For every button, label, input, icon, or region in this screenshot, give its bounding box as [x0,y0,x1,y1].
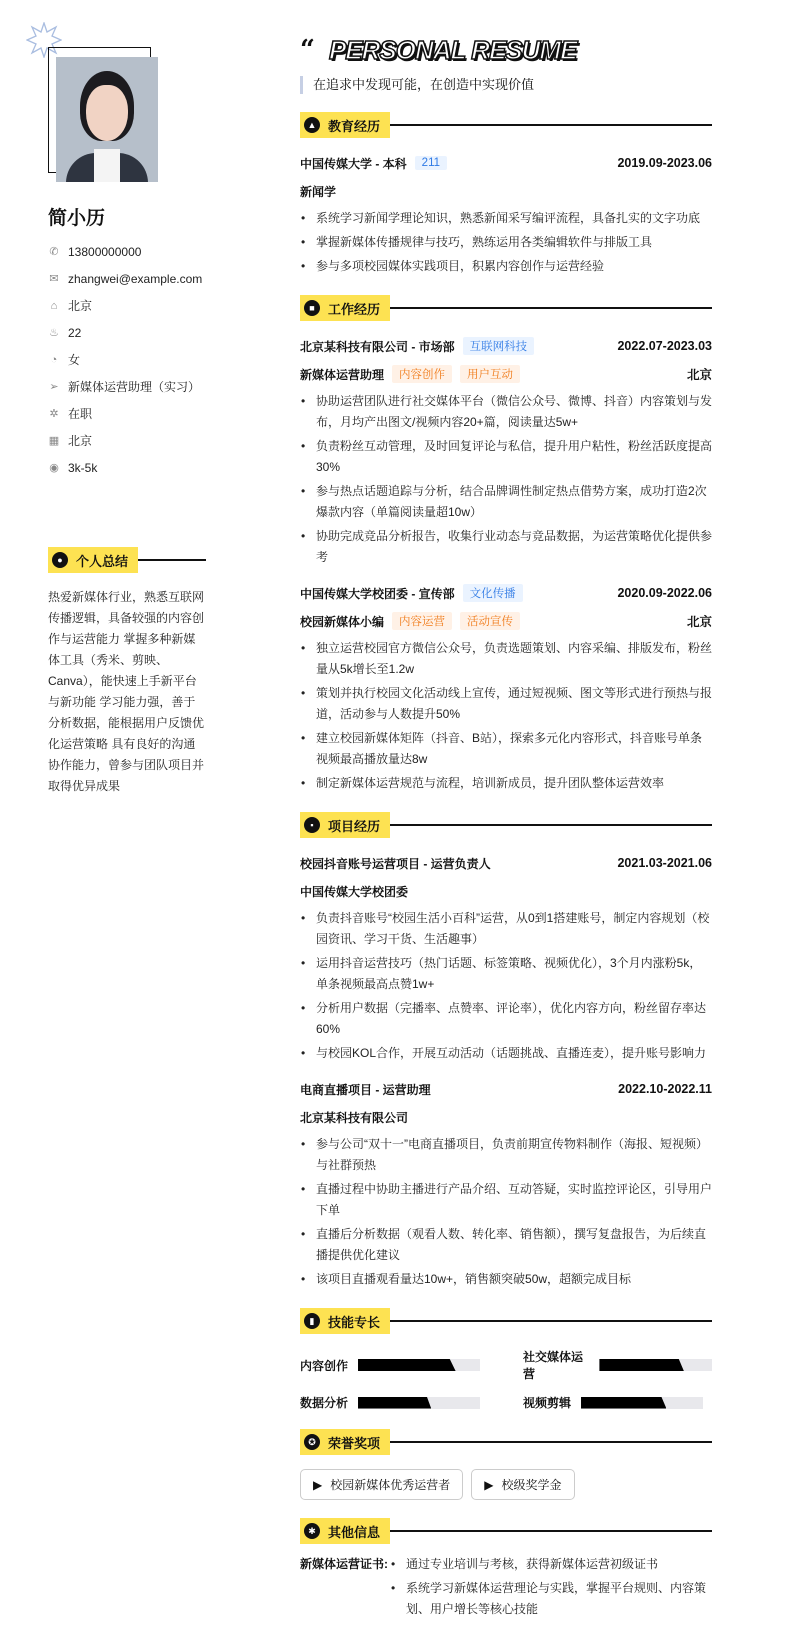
skill-item [300,1348,489,1382]
bullet: • 直播过程中协助主播进行产品介绍、互动答疑，实时监控评论区，引导用户下单 [300,1179,712,1221]
money-icon: ◉ [49,462,59,474]
play-icon: ▶ [484,1477,494,1492]
project-org: 中国传媒大学校团委 [300,884,409,899]
award-label: 校园新媒体优秀运营者 [330,1478,451,1492]
tag: 用户互动 [460,365,520,383]
bullet: • 策划并执行校园文化活动线上宣传，通过短视频、图文等形式进行预热与报道，活动参与人数提升50% [300,683,712,725]
project-name: 电商直播项目 - 运营助理 [300,1082,431,1097]
user-icon: ● [52,552,68,568]
bullet: • 分析用户数据（完播率、点赞率、评论率），优化内容方向，粉丝留存率达60% [300,998,712,1040]
briefcase-icon: ■ [304,300,320,316]
date: 2021.03-2021.06 [617,856,712,870]
contact-info [48,238,228,481]
building-icon: ▦ [48,435,60,447]
resume-title: PERSONAL RESUME [328,34,577,65]
other-label: 新媒体运营证书: [300,1557,388,1571]
honors-section [300,1429,712,1500]
date: 2020.09-2022.06 [617,586,712,600]
section-title: 教育经历 [328,118,381,134]
section-title: 项目经历 [328,818,381,834]
skill-bar [581,1397,703,1409]
section-title: 个人总结 [76,553,129,569]
bullet: • 运用抖音运营技巧（热门话题、标签策略、视频优化），3个月内涨粉5k，单条视频最高点赞1w+ [300,953,712,995]
home-icon: ⌂ [50,299,58,312]
date: 2022.10-2022.11 [618,1082,712,1096]
bullet: • 负责抖音账号“校园生活小百科”运营，从0到1搭建账号，制定内容规划（校园资讯、学习干货、生活趣事） [300,908,712,950]
skill-bar-fill [358,1397,431,1409]
city: 北京 [68,299,93,313]
medal-icon: ✪ [304,1434,320,1450]
section-title: 其他信息 [328,1524,381,1540]
skill-item [523,1348,712,1382]
skill-bar-fill [358,1359,456,1371]
target-city: 北京 [68,434,93,448]
bullet: • 通过专业培训与考核，获得新媒体运营初级证书 [390,1554,712,1575]
bullet: • 系统学习新媒体运营理论与实践，掌握平台规则、内容策划、用户增长等核心技能 [390,1578,712,1620]
quote-mark: “ [300,35,315,65]
city: 北京 [686,615,712,629]
status: 在职 [68,407,93,421]
skill-name: 数据分析 [300,1396,349,1410]
skill-bar [599,1359,712,1371]
bullet: • 独立运营校园官方微信公众号，负责选题策划、内容采编、排版发布，粉丝量从5k增长至1.2w [300,638,712,680]
skill-bar-fill [581,1397,666,1409]
tag: 活动宣传 [460,612,520,630]
grid-icon: ▪ [304,817,320,833]
city: 北京 [686,368,712,382]
skill-name: 社交媒体运营 [523,1350,584,1381]
skill-name: 内容创作 [300,1358,349,1373]
school-badge: 211 [415,156,447,170]
org-badge: 文化传播 [463,584,523,602]
candidate-name: 简小历 [48,208,106,229]
other-section [300,1518,712,1623]
skill-bar-fill [599,1359,683,1371]
summary-section [48,547,206,797]
info-icon: ✱ [304,1523,320,1539]
phone-icon: ✆ [49,246,59,258]
section-title: 荣誉奖项 [328,1435,381,1451]
date: 2022.07-2023.03 [617,339,712,353]
skill-bar [358,1359,480,1371]
tag: 内容运营 [392,612,452,630]
age: 22 [68,325,82,340]
phone: 13800000000 [68,244,142,259]
bullet: • 协助完成竞品分析报告，收集行业动态与竞品数据，为运营策略优化提供参考 [300,526,712,568]
date: 2019.09-2023.06 [617,156,712,170]
bullet: • 参与多项校园媒体实践项目，积累内容创作与运营经验 [300,256,712,277]
skill-name: 视频剪辑 [523,1396,572,1410]
bullet: • 制定新媒体运营规范与流程，培训新成员，提升团队整体运营效率 [300,773,712,794]
cake-icon: ♨ [49,327,59,339]
email: zhangwei@example.com [68,271,203,286]
tag: 内容创作 [392,365,452,383]
send-icon: ➢ [49,381,59,393]
award-item [300,1469,463,1500]
org: 中国传媒大学校团委 - 宣传部 [300,586,455,601]
role: 校园新媒体小编 [300,614,385,629]
avatar-photo [56,57,158,182]
org-badge: 互联网科技 [463,337,535,355]
salary: 3k-5k [68,460,98,475]
gender: 女 [68,353,81,367]
bullet: • 该项目直播观看量达10w+，销售额突破50w，超额完成目标 [300,1269,712,1290]
award-label: 校级奖学金 [501,1478,562,1492]
education-section [300,112,712,277]
email-icon: ✉ [49,273,59,285]
skill-item [523,1394,712,1411]
project-section [300,812,712,1290]
play-icon: ▶ [313,1477,323,1492]
section-title: 工作经历 [328,301,381,317]
status-icon: ✲ [49,408,59,420]
project-org: 北京某科技有限公司 [300,1110,409,1125]
project-name: 校园抖音账号运营项目 - 运营负责人 [300,856,491,871]
bullet: • 参与热点话题追踪与分析，结合品牌调性制定热点借势方案，成功打造2次爆款内容（单篇阅读量超10w） [300,481,712,523]
bullet: • 负责粉丝互动管理，及时回复评论与私信，提升用户粘性，粉丝活跃度提高30% [300,436,712,478]
motto: 在追求中发现可能，在创造中实现价值 [300,76,712,94]
skill-item [300,1394,489,1411]
role: 新媒体运营助理 [300,367,385,382]
award-item [471,1469,574,1500]
gender-icon: ◔ [50,353,58,366]
bullet: • 系统学习新闻学理论知识，熟悉新闻采写编评流程，具备扎实的文字功底 [300,208,712,229]
bullet: • 直播后分析数据（观看人数、转化率、销售额），撰写复盘报告，为后续直播提供优化建议 [300,1224,712,1266]
major: 新闻学 [300,184,337,199]
work-section [300,295,712,794]
skills-section [300,1308,712,1411]
bullet: • 协助运营团队进行社交媒体平台（微信公众号、微博、抖音）内容策划与发布，月均产出图文/视频内容20+篇，阅读量达5w+ [300,391,712,433]
bullet: • 建立校园新媒体矩阵（抖音、B站），探索多元化内容形式，抖音账号单条视频最高播放量达8w [300,728,712,770]
bullet: • 掌握新媒体传播规律与技巧，熟练运用各类编辑软件与排版工具 [300,232,712,253]
bullet: • 参与公司“双十一”电商直播项目，负责前期宣传物料制作（海报、短视频）与社群预热 [300,1134,712,1176]
bullet: • 与校园KOL合作，开展互动活动（话题挑战、直播连麦），提升账号影响力 [300,1043,712,1064]
skill-bar [358,1397,480,1409]
chart-icon: ▮ [304,1313,320,1329]
graduation-cap-icon: ▲ [304,117,320,133]
position: 新媒体运营助理（实习） [68,380,201,394]
section-title: 技能专长 [328,1314,381,1330]
org: 北京某科技有限公司 - 市场部 [300,339,455,354]
school: 中国传媒大学 - 本科 [300,156,407,171]
summary-text: 热爱新媒体行业，熟悉互联网传播逻辑，具备较强的内容创作与运营能力 掌握多种新媒体工具（秀米、剪映、Canva），能快速上手新平台与新功能 学习能力强，善于分析数据，能根据用户反馈优化运营策略 具有良好的沟通协作能力，曾参与团队项目并取得优异成果 [48,590,205,793]
